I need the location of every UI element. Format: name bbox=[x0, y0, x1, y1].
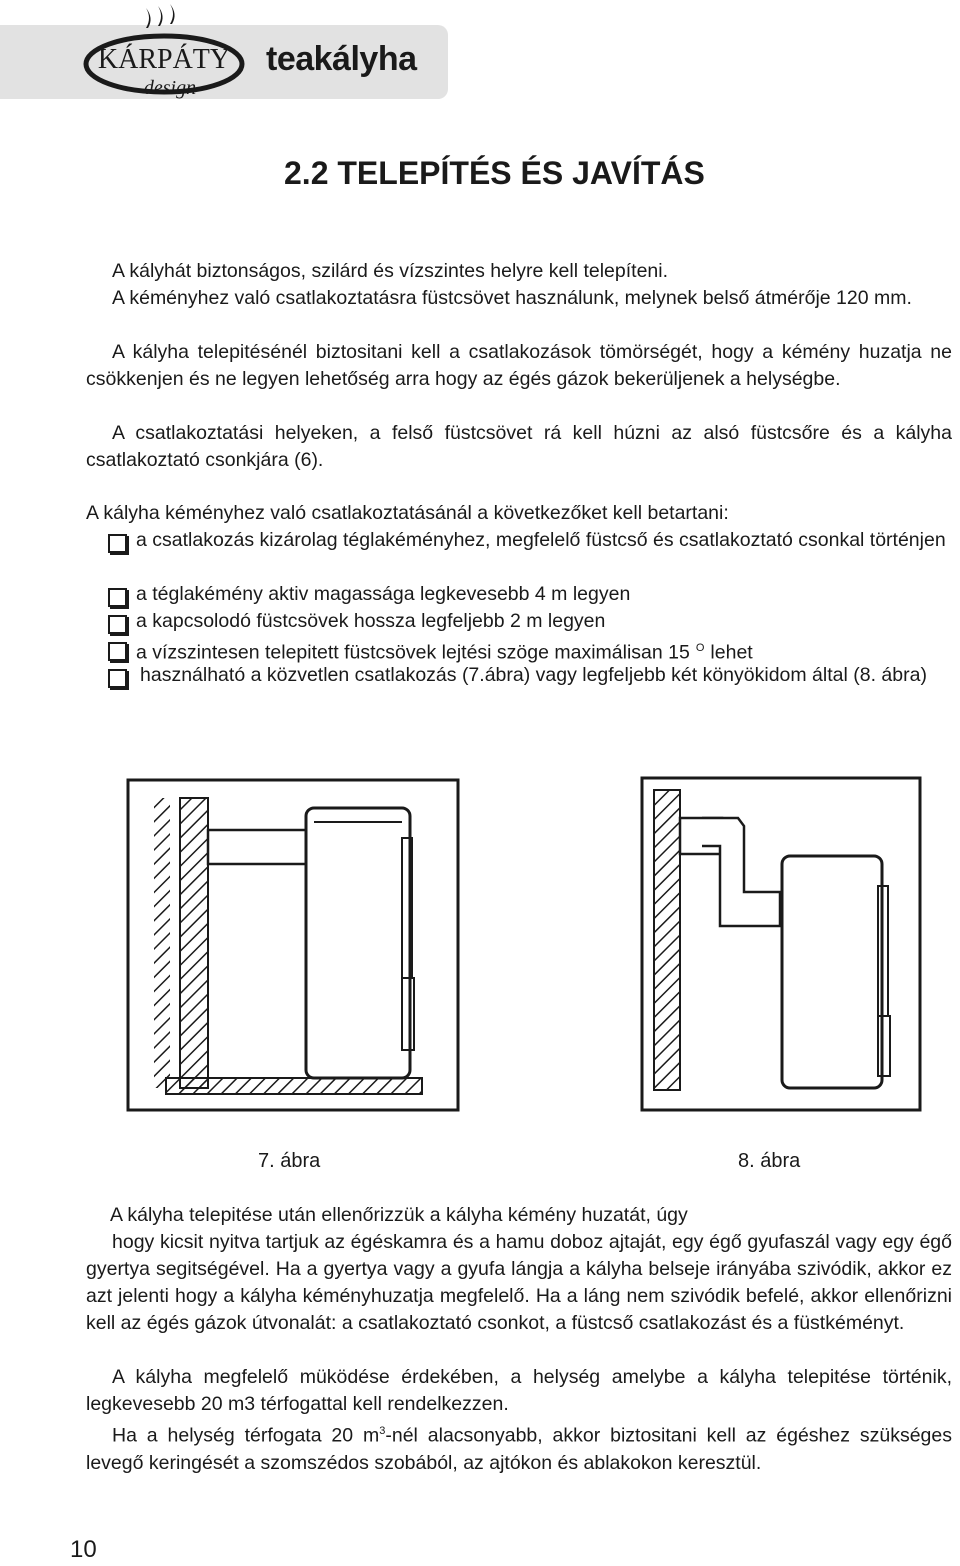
check-paragraph-line-1: A kályha telepitése után ellenőrizzük a kályha kémény huzatát, úgy bbox=[110, 1204, 688, 1226]
checkbox-icon bbox=[108, 534, 127, 553]
intro-paragraph-4-text: A csatlakoztatási helyeken, a felső füstcsövet rá kell húzni az alsó füstcsőre és a kályha csatlakoztató csonkjára (6). bbox=[86, 422, 952, 471]
intro-paragraph-3 bbox=[86, 339, 952, 393]
intro-paragraph-3-text: A kályha telepitésénél biztositani kell a csatlakozások tömörségét, hogy a kémény huzatja ne csökkenjen és ne legyen lehetőség arra hogy az égés gázok bekerüljenek a helységbe. bbox=[86, 341, 952, 390]
check-paragraph-body-text: hogy kicsit nyitva tartjuk az égéskamra és a hamu doboz ajtaját, egy égő gyufaszál vagy egy égő gyertya segitségével. Ha a gyertya vagy a gyufa lángja a kályha belseje irányába szivódik, akkor ez azt jelenti hogy a kályha kéményhuzatja megfelelő. Ha a láng nem szivódik befelé, akkor ellenőrizni kell az égés gázok útvonalát: a csatlakoztató csonkot, a füstcső csatlakozást és a füstkéményt. bbox=[86, 1231, 952, 1334]
section-title: 2.2 TELEPÍTÉS ÉS JAVÍTÁS bbox=[284, 155, 705, 191]
logo-text: KÁRPÁTY bbox=[97, 44, 231, 75]
check-paragraph-body bbox=[86, 1229, 952, 1337]
intro-paragraph-2 bbox=[86, 285, 952, 312]
requirement-item-3: a kapcsolodó füstcsövek hossza legfeljebb 2 m legyen bbox=[136, 610, 606, 632]
page-number: 10 bbox=[70, 1536, 97, 1563]
requirements-lead: A kályha kéményhez való csatlakoztatásánál a következőket kell betartani: bbox=[86, 502, 729, 524]
room-volume-text: A kályha megfelelő müködése érdekében, a helység amelybe a kályha telepitése történik, legkevesebb 20 m3 térfogattal kell rendelkezzen. bbox=[86, 1366, 952, 1415]
room-volume-paragraph bbox=[86, 1364, 952, 1418]
degree-mark: O bbox=[695, 642, 705, 654]
brand-title: teakályha bbox=[266, 40, 417, 78]
figure-8-elbow-connection bbox=[640, 776, 922, 1112]
requirement-item-4-text: a vízszintesen telepitett füstcsövek lejtési szöge maximálisan 15 bbox=[136, 641, 690, 664]
intro-paragraph-2-text: A kéményhez való csatlakoztatásra füstcsövet használunk, melynek belső átmérője 120 mm. bbox=[112, 287, 912, 309]
requirement-item-2: a téglakémény aktiv magassága legkevesebb 4 m legyen bbox=[136, 583, 631, 605]
intro-paragraph-4 bbox=[86, 420, 952, 474]
karpaty-logo bbox=[78, 0, 253, 100]
requirement-item-1: a csatlakozás kizárolag téglakéményhez, megfelelő füstcső és csatlakoztató csonkal történjen bbox=[136, 529, 946, 551]
requirement-item-4-suffix: lehet bbox=[710, 641, 753, 664]
checkbox-icon bbox=[108, 642, 127, 661]
cubic-superscript: 3 bbox=[379, 1425, 386, 1437]
checkbox-icon bbox=[108, 588, 127, 607]
requirement-item-5: használható a közvetlen csatlakozás (7.ábra) vagy legfeljebb két könyökidom által (8. ábra) bbox=[140, 664, 927, 686]
checkbox-icon bbox=[108, 669, 127, 688]
figure-7-caption: 7. ábra bbox=[258, 1150, 321, 1172]
intro-paragraph-1: A kályhát biztonságos, szilárd és vízszintes helyre kell telepíteni. bbox=[112, 260, 669, 282]
ventilation-paragraph bbox=[86, 1418, 952, 1477]
checkbox-icon bbox=[108, 615, 127, 634]
logo-subtext: design bbox=[143, 77, 197, 99]
figure-7-direct-connection bbox=[126, 778, 460, 1112]
ventilation-text-before: Ha a helység térfogata 20 m bbox=[112, 1424, 380, 1447]
figure-8-caption: 8. ábra bbox=[738, 1150, 801, 1172]
ventilation-text-after: -nél alacsonyabb, akkor biztositani kell az égéshez szükséges levegő keringését a szomszédos szobából, az ajtókon és ablakokon keresztül. bbox=[86, 1424, 952, 1474]
